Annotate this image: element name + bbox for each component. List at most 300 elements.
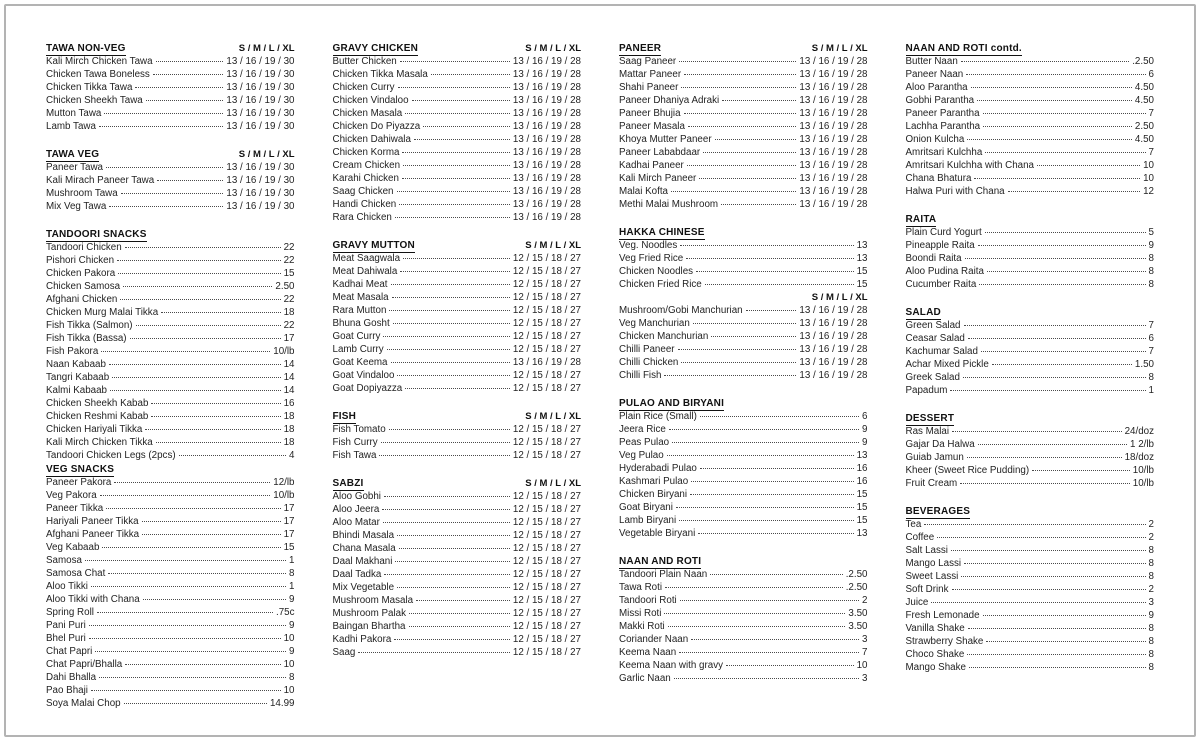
- item-name: Aloo Parantha: [905, 82, 968, 93]
- item-price: 7: [862, 647, 868, 658]
- dot-leader: [123, 286, 272, 287]
- dot-leader: [143, 599, 286, 600]
- dot-leader: [964, 325, 1146, 326]
- item-name: Chicken Curry: [332, 82, 395, 93]
- item-name: Meat Dahiwala: [332, 266, 398, 277]
- menu-item: [333, 159, 582, 172]
- dot-leader: [383, 336, 509, 337]
- item-name: Daal Makhani: [332, 556, 393, 567]
- dot-leader: [667, 455, 854, 456]
- section-header: [906, 213, 1155, 226]
- menu-item: [906, 107, 1155, 120]
- item-price: 1.50: [1134, 359, 1154, 370]
- item-name: Lachha Parantha: [905, 121, 981, 132]
- menu-columns: [46, 42, 1154, 731]
- section-title: DESSERT: [905, 413, 955, 424]
- dot-leader: [1037, 165, 1140, 166]
- menu-item: [333, 211, 582, 224]
- menu-item: [619, 527, 868, 540]
- dot-leader: [978, 245, 1146, 246]
- menu-item: [46, 541, 295, 554]
- dot-leader: [711, 336, 796, 337]
- item-price: 4.50: [1134, 134, 1154, 145]
- item-price: 10: [283, 685, 295, 696]
- item-price: 8: [1148, 279, 1154, 290]
- item-price: 13 / 16 / 19 / 30: [226, 121, 295, 132]
- dot-leader: [431, 74, 510, 75]
- dot-leader: [130, 338, 281, 339]
- dot-leader: [384, 574, 510, 575]
- section-header: [619, 42, 868, 55]
- item-price: 13 / 16 / 19 / 28: [512, 69, 581, 80]
- dot-leader: [669, 429, 859, 430]
- item-name: Amritsari Kulchha with Chana: [905, 160, 1035, 171]
- menu-item: [46, 120, 295, 133]
- item-price: .75c: [275, 607, 295, 618]
- menu-section: [333, 42, 582, 224]
- item-price: 12 / 15 / 18 / 27: [512, 424, 581, 435]
- menu-item: [333, 343, 582, 356]
- item-price: 13 / 16 / 19 / 28: [512, 199, 581, 210]
- item-name: Samosa: [46, 555, 82, 566]
- item-price: 14.99: [269, 698, 295, 709]
- menu-item: [619, 423, 868, 436]
- dot-leader: [690, 494, 854, 495]
- dot-leader: [125, 247, 281, 248]
- item-name: Baingan Bhartha: [332, 621, 406, 632]
- item-price: 8: [1148, 662, 1154, 673]
- menu-item: [619, 356, 868, 369]
- dot-leader: [384, 496, 510, 497]
- menu-item: [46, 410, 295, 423]
- section-title: SABZI: [332, 478, 364, 489]
- item-name: Methi Malai Mushroom: [619, 199, 719, 210]
- menu-item: [906, 120, 1155, 133]
- item-price: 12 / 15 / 18 / 27: [512, 266, 581, 277]
- dot-leader: [687, 165, 797, 166]
- dot-leader: [992, 364, 1132, 365]
- dot-leader: [961, 576, 1145, 577]
- item-price: 2.50: [1134, 121, 1154, 132]
- dot-leader: [400, 61, 510, 62]
- menu-item: [46, 436, 295, 449]
- section-header: [333, 477, 582, 490]
- dot-leader: [397, 375, 509, 376]
- item-price: 3: [1148, 597, 1154, 608]
- menu-item: [333, 146, 582, 159]
- menu-item: [333, 594, 582, 607]
- item-price: 15: [856, 489, 868, 500]
- item-name: Paneer Naan: [905, 69, 964, 80]
- menu-item: [333, 265, 582, 278]
- menu-item: [46, 684, 295, 697]
- menu-item: [333, 330, 582, 343]
- item-name: Kadhai Paneer: [619, 160, 684, 171]
- item-price: 8: [1148, 571, 1154, 582]
- dot-leader: [664, 375, 796, 376]
- dot-leader: [109, 206, 223, 207]
- item-name: Soft Drink: [905, 584, 949, 595]
- item-name: Fresh Lemonade: [905, 610, 980, 621]
- menu-item: [906, 622, 1155, 635]
- item-price: 13 / 16 / 19 / 30: [226, 82, 295, 93]
- item-price: 12 / 15 / 18 / 27: [512, 383, 581, 394]
- item-price: 13 / 16 / 19 / 28: [799, 370, 868, 381]
- dot-leader: [402, 152, 509, 153]
- item-name: Chana Bhatura: [905, 173, 972, 184]
- item-name: Strawberry Shake: [905, 636, 984, 647]
- item-price: 13 / 16 / 19 / 28: [799, 69, 868, 80]
- section-title: VEG SNACKS: [46, 464, 115, 475]
- item-name: Green Salad: [905, 320, 961, 331]
- item-price: 16: [856, 476, 868, 487]
- item-name: Kachumar Salad: [905, 346, 978, 357]
- menu-item: [906, 438, 1155, 451]
- item-price: 9: [289, 594, 295, 605]
- item-name: Papadum: [905, 385, 948, 396]
- menu-item: [906, 265, 1155, 278]
- dot-leader: [179, 455, 286, 456]
- item-price: 12 / 15 / 18 / 27: [512, 621, 581, 632]
- item-name: Paneer Tikka: [46, 503, 104, 514]
- menu-item: [619, 81, 868, 94]
- item-name: Paneer Bhujia: [619, 108, 681, 119]
- item-price: 12 / 15 / 18 / 27: [512, 608, 581, 619]
- item-name: Gobhi Parantha: [905, 95, 975, 106]
- item-price: 10: [283, 659, 295, 670]
- dot-leader: [665, 587, 843, 588]
- item-name: Bhindi Masala: [332, 530, 395, 541]
- section-title: TAWA NON-VEG: [46, 43, 126, 54]
- item-price: 1: [289, 581, 295, 592]
- dot-leader: [977, 100, 1132, 101]
- item-price: 1: [1148, 385, 1154, 396]
- menu-item: [906, 557, 1155, 570]
- dot-leader: [125, 664, 280, 665]
- menu-section: [333, 410, 582, 462]
- item-price: 8: [1148, 266, 1154, 277]
- dot-leader: [110, 390, 281, 391]
- item-name: Kadhi Pakora: [332, 634, 392, 645]
- item-name: Goat Biryani: [619, 502, 673, 513]
- item-price: 15: [856, 515, 868, 526]
- item-price: 3.50: [848, 621, 868, 632]
- item-price: 10: [283, 633, 295, 644]
- item-price: 24/doz: [1124, 426, 1154, 437]
- item-name: Guiab Jamun: [905, 452, 964, 463]
- dot-leader: [382, 509, 510, 510]
- dot-leader: [405, 388, 510, 389]
- item-price: 15: [856, 279, 868, 290]
- item-name: Chicken Murg Malai Tikka: [46, 307, 159, 318]
- dot-leader: [937, 537, 1145, 538]
- item-name: Lamb Curry: [332, 344, 384, 355]
- item-name: Veg Fried Rice: [619, 253, 684, 264]
- item-name: Fish Tikka (Salmon): [46, 320, 133, 331]
- menu-item: [333, 542, 582, 555]
- menu-item: [46, 502, 295, 515]
- dot-leader: [391, 362, 510, 363]
- item-name: Daal Tadka: [332, 569, 382, 580]
- item-name: Tangri Kabaab: [46, 372, 110, 383]
- dot-leader: [91, 586, 286, 587]
- menu-section: [46, 228, 295, 462]
- dot-leader: [108, 573, 286, 574]
- dot-leader: [968, 338, 1146, 339]
- item-price: 18: [283, 307, 295, 318]
- menu-item: [619, 568, 868, 581]
- dot-leader: [400, 271, 510, 272]
- section-header: [619, 555, 868, 568]
- dot-leader: [963, 377, 1146, 378]
- menu-section: [906, 412, 1155, 490]
- dot-leader: [114, 482, 270, 483]
- item-price: 13 / 16 / 19 / 28: [799, 56, 868, 67]
- item-price: 13 / 16 / 19 / 30: [226, 188, 295, 199]
- dot-leader: [99, 677, 286, 678]
- menu-item: [906, 278, 1155, 291]
- menu-item: [619, 94, 868, 107]
- dot-leader: [112, 377, 280, 378]
- dot-leader: [161, 312, 280, 313]
- item-price: 13 / 16 / 19 / 28: [799, 186, 868, 197]
- menu-item: [906, 146, 1155, 159]
- dot-leader: [965, 258, 1146, 259]
- menu-item: [333, 94, 582, 107]
- item-price: 10: [1143, 173, 1154, 184]
- menu-section: [333, 239, 582, 395]
- menu-item: [46, 371, 295, 384]
- item-price: 8: [1148, 545, 1154, 556]
- item-name: Chana Masala: [332, 543, 396, 554]
- dot-leader: [403, 258, 510, 259]
- item-name: Choco Shake: [905, 649, 965, 660]
- section-title: RAITA: [905, 214, 937, 225]
- menu-item: [906, 451, 1155, 464]
- menu-item: [906, 570, 1155, 583]
- dot-leader: [151, 416, 280, 417]
- item-name: Chicken Samosa: [46, 281, 121, 292]
- item-name: Karahi Chicken: [332, 173, 399, 184]
- dot-leader: [968, 628, 1146, 629]
- section-title: PANEER: [619, 43, 662, 54]
- item-name: Naan Kabaab: [46, 359, 106, 370]
- item-price: 13 / 16 / 19 / 30: [226, 108, 295, 119]
- menu-item: [619, 120, 868, 133]
- dot-leader: [983, 615, 1146, 616]
- dot-leader: [399, 548, 510, 549]
- item-price: 13 / 16 / 19 / 30: [226, 201, 295, 212]
- dot-leader: [394, 639, 510, 640]
- item-price: 13 / 16 / 19 / 28: [512, 121, 581, 132]
- dot-leader: [684, 74, 796, 75]
- item-price: 12 / 15 / 18 / 27: [512, 582, 581, 593]
- menu-item: [906, 68, 1155, 81]
- item-price: 13 / 16 / 19 / 28: [799, 173, 868, 184]
- dot-leader: [983, 113, 1146, 114]
- dot-leader: [106, 508, 280, 509]
- menu-section: [619, 555, 868, 685]
- item-price: 8: [289, 672, 295, 683]
- menu-item: [46, 332, 295, 345]
- menu-item: [906, 252, 1155, 265]
- dot-leader: [102, 547, 280, 548]
- menu-item: [619, 501, 868, 514]
- item-price: 12 / 15 / 18 / 27: [512, 491, 581, 502]
- dot-leader: [985, 232, 1146, 233]
- section-header: [906, 42, 1155, 55]
- menu-item: [46, 174, 295, 187]
- dot-leader: [978, 444, 1127, 445]
- dot-leader: [146, 100, 224, 101]
- size-header: S / M / L / XL: [811, 292, 868, 303]
- dot-leader: [358, 652, 510, 653]
- menu-item: [333, 291, 582, 304]
- menu-item: [619, 68, 868, 81]
- menu-item: [333, 55, 582, 68]
- dot-leader: [379, 455, 509, 456]
- item-price: 9: [862, 424, 868, 435]
- item-price: 5: [1148, 227, 1154, 238]
- section-title: NAAN AND ROTI: [619, 556, 702, 567]
- menu-item: [619, 278, 868, 291]
- menu-item: [906, 55, 1155, 68]
- dot-leader: [389, 429, 510, 430]
- menu-item: [906, 185, 1155, 198]
- item-price: 13 / 16 / 19 / 28: [799, 357, 868, 368]
- dot-leader: [681, 362, 796, 363]
- item-price: 14: [283, 359, 295, 370]
- menu-item: [333, 633, 582, 646]
- dot-leader: [151, 403, 280, 404]
- dot-leader: [964, 563, 1145, 564]
- item-name: Goat Vindaloo: [332, 370, 395, 381]
- menu-section: [619, 397, 868, 540]
- item-price: 7: [1148, 147, 1154, 158]
- dot-leader: [120, 299, 280, 300]
- dot-leader: [952, 431, 1122, 432]
- item-name: Fish Tikka (Bassa): [46, 333, 127, 344]
- section-title: SALAD: [905, 307, 941, 318]
- dot-leader: [412, 100, 510, 101]
- item-price: .2.50: [845, 582, 868, 593]
- item-price: 12 / 15 / 18 / 27: [512, 253, 581, 264]
- item-name: Chicken Hariyali Tikka: [46, 424, 143, 435]
- dot-leader: [971, 87, 1132, 88]
- item-price: 13 / 16 / 19 / 28: [799, 160, 868, 171]
- section-header: [46, 42, 295, 55]
- item-name: Mushroom Masala: [332, 595, 414, 606]
- item-name: Afghani Paneer Tikka: [46, 529, 140, 540]
- item-name: Mango Shake: [905, 662, 966, 673]
- item-name: Meat Saagwala: [332, 253, 401, 264]
- menu-section: [333, 477, 582, 659]
- menu-item: [46, 528, 295, 541]
- item-name: Kashmari Pulao: [619, 476, 689, 487]
- item-price: 15: [283, 542, 295, 553]
- dot-leader: [961, 61, 1129, 62]
- menu-item: [619, 581, 868, 594]
- item-price: 7: [1148, 320, 1154, 331]
- item-name: Tandoori Roti: [619, 595, 677, 606]
- item-name: Kali Mirach Paneer Tawa: [46, 175, 155, 186]
- item-name: Butter Naan: [905, 56, 958, 67]
- item-price: 15: [283, 268, 295, 279]
- item-name: Rara Mutton: [332, 305, 387, 316]
- item-name: Ras Malai: [905, 426, 950, 437]
- menu-item: [46, 55, 295, 68]
- item-name: Chicken Tikka Masala: [332, 69, 428, 80]
- item-price: 2: [1148, 532, 1154, 543]
- dot-leader: [423, 126, 510, 127]
- item-name: Achar Mixed Pickle: [905, 359, 989, 370]
- menu-item: [46, 293, 295, 306]
- item-price: 6: [1148, 69, 1154, 80]
- item-price: 10/lb: [1132, 465, 1154, 476]
- dot-leader: [405, 113, 510, 114]
- menu-item: [619, 252, 868, 265]
- item-name: Chicken Vindaloo: [332, 95, 409, 106]
- item-name: Keema Naan: [619, 647, 677, 658]
- item-price: 3.50: [848, 608, 868, 619]
- item-name: Boondi Raita: [905, 253, 962, 264]
- dot-leader: [392, 297, 510, 298]
- dot-leader: [703, 152, 796, 153]
- item-name: Kali Mirch Chicken Tikka: [46, 437, 153, 448]
- menu-item: [906, 544, 1155, 557]
- menu-item: [333, 568, 582, 581]
- menu-item: [46, 658, 295, 671]
- menu-item: [906, 464, 1155, 477]
- dot-leader: [931, 602, 1145, 603]
- item-name: Aloo Gobhi: [332, 491, 381, 502]
- menu-item: [46, 449, 295, 462]
- item-name: Aloo Tikki with Chana: [46, 594, 140, 605]
- item-name: Veg Pakora: [46, 490, 97, 501]
- item-name: Mutton Tawa: [46, 108, 102, 119]
- menu-item: [619, 488, 868, 501]
- menu-item: [333, 423, 582, 436]
- menu-item: [619, 239, 868, 252]
- item-name: Chilli Fish: [619, 370, 662, 381]
- menu-item: [906, 531, 1155, 544]
- dot-leader: [710, 574, 842, 575]
- menu-item: [906, 661, 1155, 674]
- item-price: 13 / 16 / 19 / 28: [512, 95, 581, 106]
- item-name: Makki Roti: [619, 621, 665, 632]
- menu-item: [46, 358, 295, 371]
- item-price: 13: [856, 253, 868, 264]
- menu-item: [619, 633, 868, 646]
- item-price: 22: [283, 294, 295, 305]
- item-name: Aloo Tikki: [46, 581, 88, 592]
- section-header: [906, 505, 1155, 518]
- item-price: 8: [289, 568, 295, 579]
- item-price: 9: [862, 437, 868, 448]
- section-title: FISH: [332, 411, 357, 422]
- dot-leader: [985, 152, 1145, 153]
- menu-item: [333, 516, 582, 529]
- menu-item: [333, 304, 582, 317]
- item-name: Paneer Masala: [619, 121, 685, 132]
- section-title: HAKKA CHINESE: [619, 227, 705, 238]
- menu-item: [333, 133, 582, 146]
- item-name: Chat Papri/Bhalla: [46, 659, 123, 670]
- item-name: Dahi Bhalla: [46, 672, 97, 683]
- menu-item: [333, 369, 582, 382]
- menu-item: [619, 620, 868, 633]
- item-price: 8: [1148, 623, 1154, 634]
